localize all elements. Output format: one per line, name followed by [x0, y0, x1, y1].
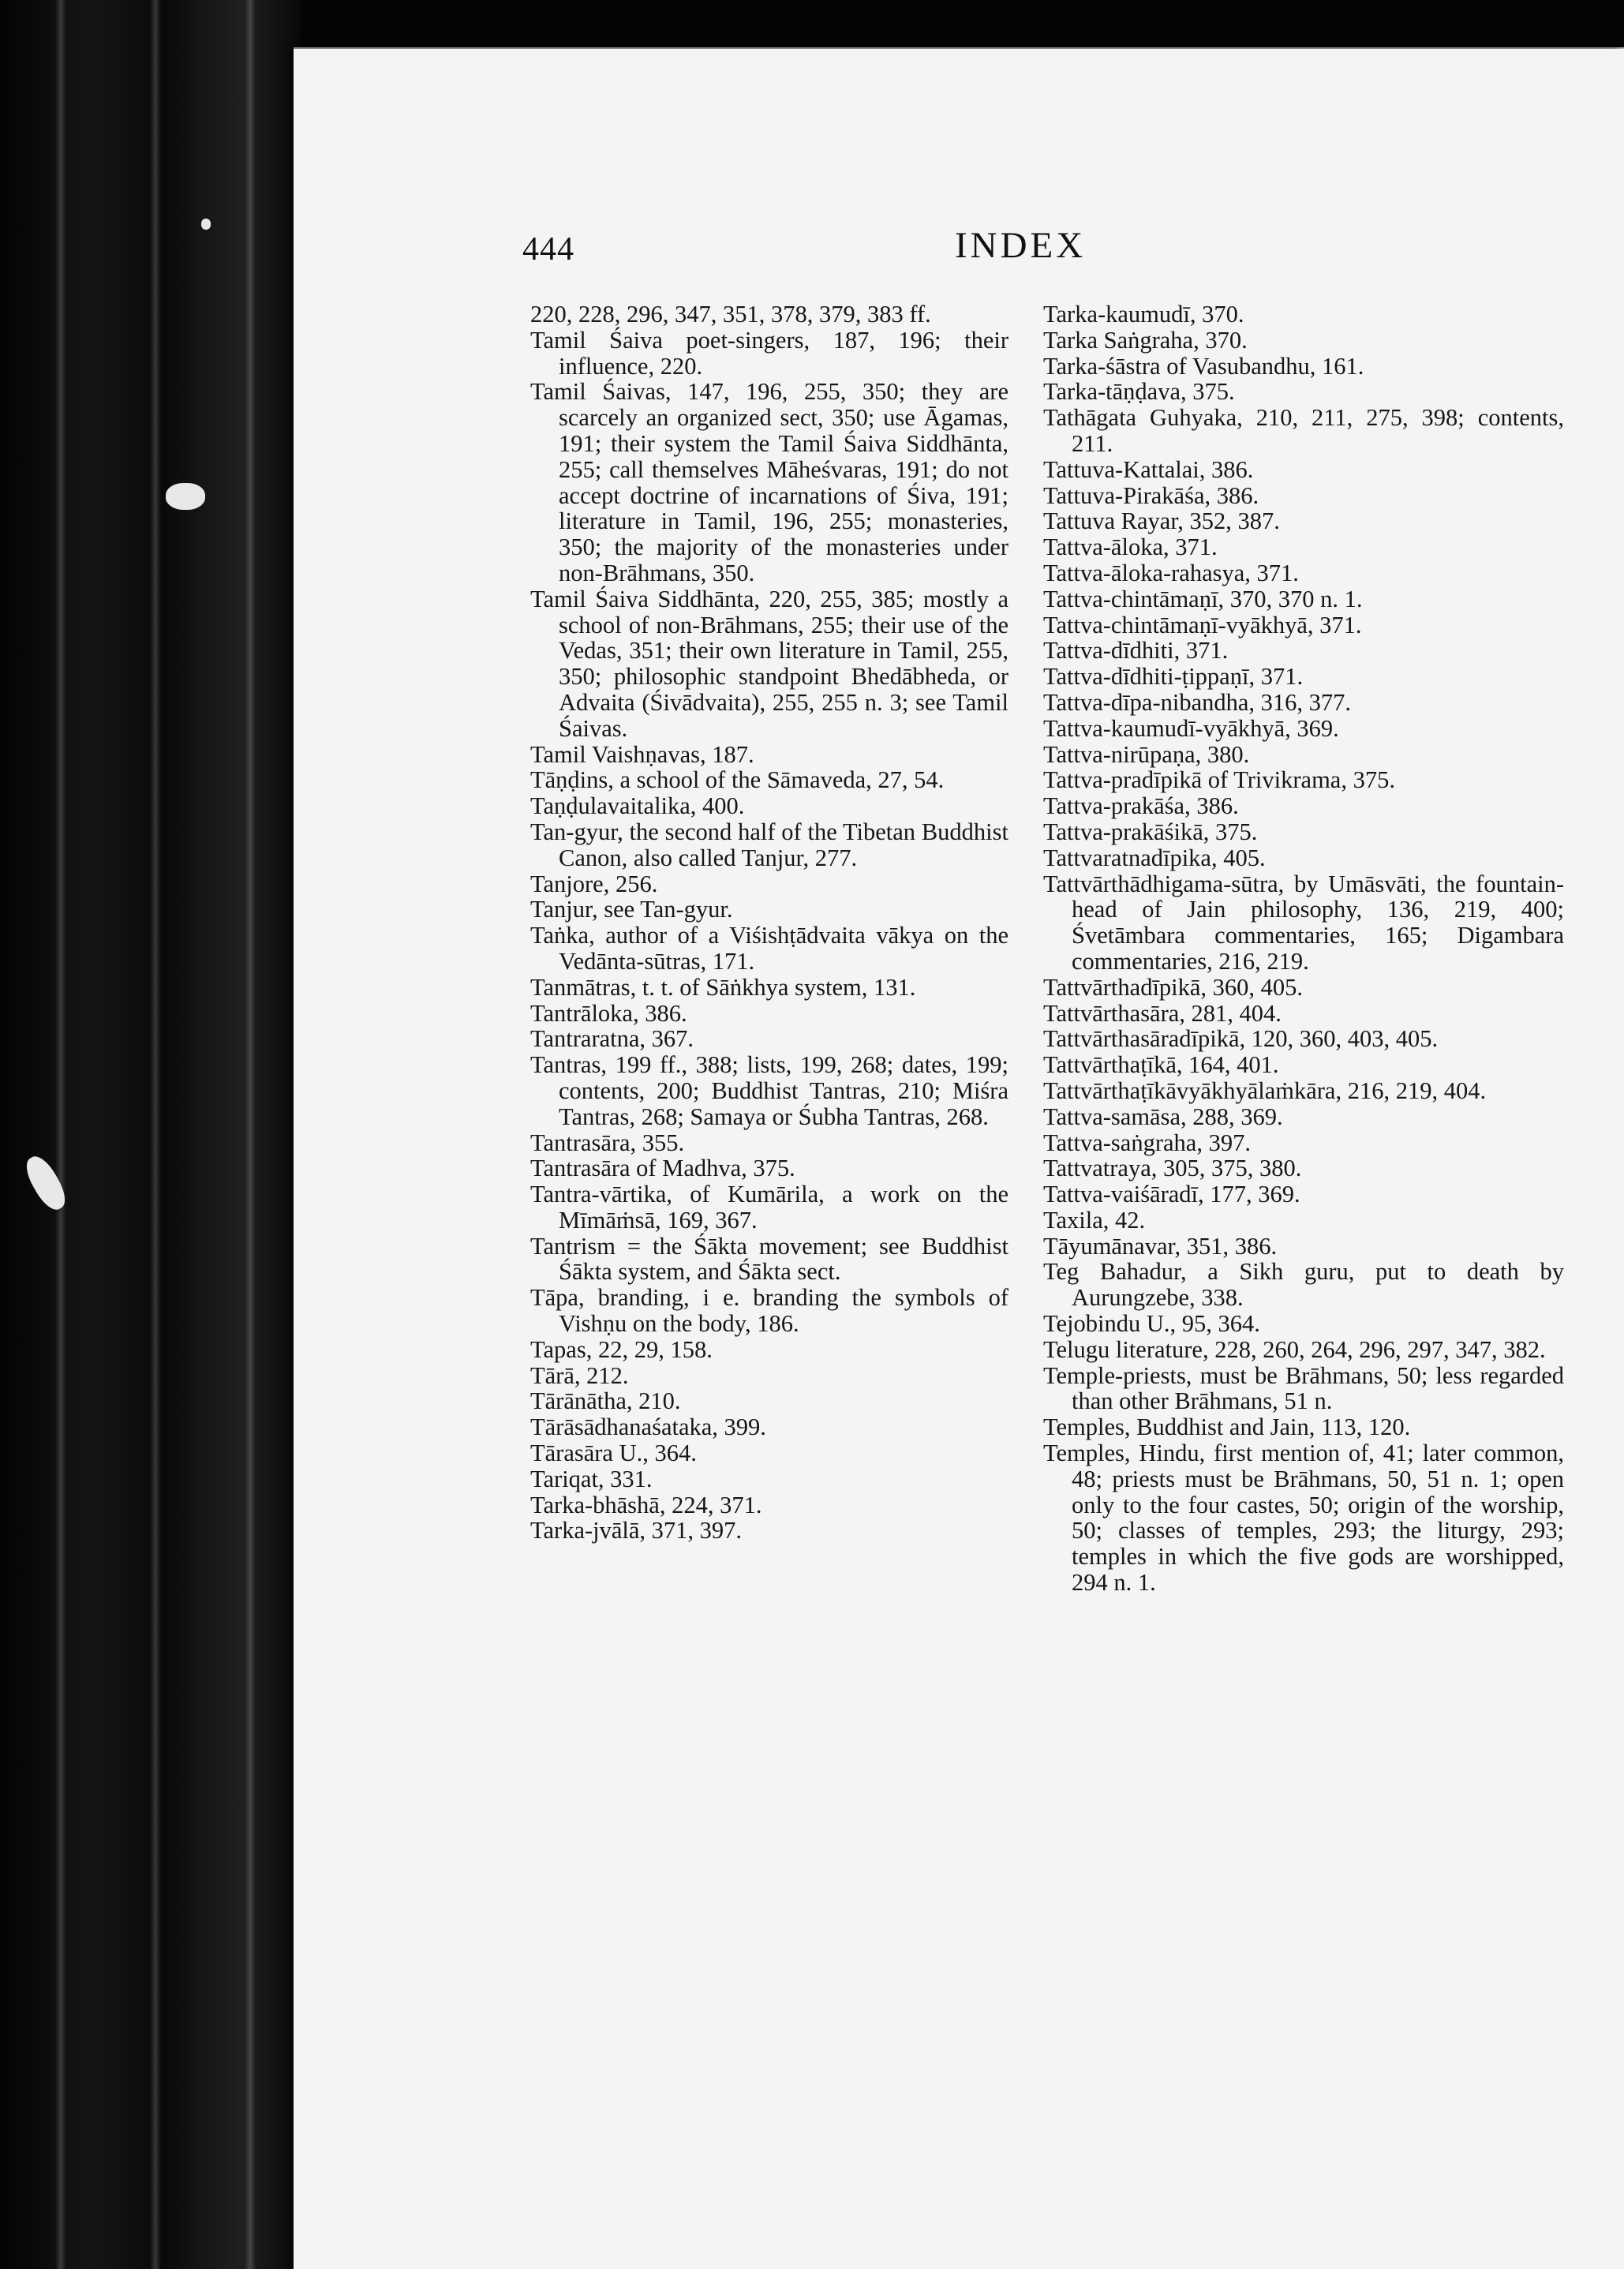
index-entry: Tattva-chintāmaṇī, 370, 370 n. 1.: [1043, 585, 1363, 612]
spine-highlight: [55, 0, 66, 2269]
index-entry: Tattva-prakāśikā, 375.: [1043, 818, 1258, 845]
index-entry: Tattva-vaiśāradī, 177, 369.: [1043, 1181, 1300, 1208]
index-entry: Tattvaratnadīpika, 405.: [1043, 844, 1266, 871]
index-entry: Tattva-kaumudī-vyākhyā, 369.: [1043, 714, 1339, 742]
index-entry: Tarka-tāṇḍava, 375.: [1043, 378, 1235, 406]
index-entry: Tarka-jvālā, 371, 397.: [530, 1517, 743, 1544]
index-entry: Temples, Buddhist and Jain, 113, 120.: [1043, 1413, 1411, 1441]
index-entry: Tāyumānavar, 351, 386.: [1043, 1232, 1278, 1260]
index-entry: Tattva-saṅgraha, 397.: [1043, 1129, 1251, 1156]
index-column-right: [1043, 301, 1564, 1596]
index-entry: Tattva-chintāmaṇī-vyākhyā, 371.: [1043, 611, 1362, 638]
index-entry: Tattuva Rayar, 352, 387.: [1043, 507, 1280, 535]
index-entry: Tarka-kaumudī, 370.: [1043, 301, 1244, 328]
page-number: 444: [522, 231, 574, 268]
index-entry: Telugu literature, 228, 260, 264, 296, 297, 347, 382.: [1043, 1335, 1546, 1363]
book-page: [294, 49, 1624, 2269]
index-entry: Tarka Saṅgraha, 370.: [1043, 326, 1248, 354]
index-entry: Taxila, 42.: [1043, 1206, 1146, 1234]
index-entry: Tattva-nirūpaṇa, 380.: [1043, 740, 1250, 768]
index-entry: Tantra-vārtika, of Kumārila, a work on the Mīmāṁsā, 169, 367.: [530, 1181, 1008, 1234]
index-entry: Tattvatraya, 305, 375, 380.: [1043, 1155, 1302, 1182]
index-entry: Tattvārthasāradīpikā, 120, 360, 403, 405.: [1043, 1025, 1439, 1053]
spine-highlight: [150, 0, 161, 2269]
index-entry: Tattva-samāsa, 288, 369.: [1043, 1103, 1283, 1130]
index-entry: Tattuva-Kattalai, 386.: [1043, 455, 1254, 483]
spine-highlight: [245, 0, 256, 2269]
index-entry: Tattuva-Pirakāśa, 386.: [1043, 481, 1259, 509]
index-entry: Tamil Śaivas, 147, 196, 255, 350; they are scarcely an organized sect, 350; use Āgamas, 191; their system the Tamil Śaiva Siddhānta, 255; call themselves Māheśvaras, 191; do not accept doctrine of incarnations of Śiva, 191; literature in Tamil, 196, 255; monasteries, 350; the majority of the monasteries under non-Brāhmans, 350.: [530, 378, 1008, 586]
index-entry: Tattvārthasāra, 281, 404.: [1043, 999, 1282, 1027]
book-spine: [0, 0, 300, 2269]
index-entry: Taṇḍulavaitalika, 400.: [530, 792, 745, 820]
index-entry: Tantrāloka, 386.: [530, 999, 687, 1027]
index-entry: Tanmātras, t. t. of Sāṅkhya system, 131.: [530, 973, 916, 1001]
index-entry: Tattva-dīdhiti, 371.: [1043, 637, 1229, 665]
index-entry: Tārānātha, 210.: [530, 1387, 681, 1415]
index-entry: Tanjore, 256.: [530, 870, 658, 897]
index-entry: Tamil Śaiva Siddhānta, 220, 255, 385; mostly a school of non-Brāhmans, 255; their use of the Vedas, 351; their own literature in Tamil, 255, 350; philosophic standpoint Bhedābheda, or Advaita (Śivādvaita), 255, 255 n. 3; see Tamil Śaivas.: [530, 585, 1008, 742]
index-entry: Tattva-dīpa-nibandha, 316, 377.: [1043, 688, 1352, 716]
index-entry: Taṅka, author of a Viśishṭādvaita vākya on the Vedānta-sūtras, 171.: [530, 922, 1008, 975]
index-entry: 220, 228, 296, 347, 351, 378, 379, 383 ff.: [530, 301, 931, 328]
index-entry: Tamil Śaiva poet-singers, 187, 196; their influence, 220.: [530, 326, 1008, 380]
index-entry: Tamil Vaishṇavas, 187.: [530, 740, 754, 768]
index-entry: Tattvārthādhigama-sūtra, by Umāsvāti, the fountain-head of Jain philosophy, 136, 219, 400; Śvetāmbara commentaries, 165; Digambara commentaries, 216, 219.: [1043, 870, 1564, 975]
index-entry: Temples, Hindu, first mention of, 41; later common, 48; priests must be Brāhmans, 50, 51 n. 1; open only to the four castes, 50; origin of the worship, 50; classes of temples, 293; the liturgy, 293; temples in which the five gods are worshipped, 294 n. 1.: [1043, 1440, 1564, 1597]
index-entry: Tantrasāra, 355.: [530, 1129, 685, 1156]
index-entry: Tattva-pradīpikā of Trivikrama, 375.: [1043, 766, 1395, 794]
index-entry: Tārāsādhanaśataka, 399.: [530, 1413, 766, 1441]
index-entry: Tāpa, branding, i e. branding the symbols of Vishṇu on the body, 186.: [530, 1284, 1008, 1338]
index-entry: Tattva-dīdhiti-ṭippaṇī, 371.: [1043, 663, 1304, 691]
index-entry: Tariqat, 331.: [530, 1465, 653, 1492]
index-entry: Tarka-śāstra of Vasubandhu, 161.: [1043, 352, 1364, 380]
index-entry: Tattvārthaṭīkāvyākhyālaṁkāra, 216, 219, 404.: [1043, 1076, 1487, 1104]
index-entry: Tāṇḍins, a school of the Sāmaveda, 27, 54.: [530, 766, 945, 794]
index-entry: Tathāgata Guhyaka, 210, 211, 275, 398; contents, 211.: [1043, 404, 1564, 457]
index-entry: Teg Bahadur, a Sikh guru, put to death by Aurungzebe, 338.: [1043, 1258, 1564, 1312]
page-title: INDEX: [955, 225, 1087, 266]
index-entry: Tārā, 212.: [530, 1361, 629, 1389]
index-entry: Tarka-bhāshā, 224, 371.: [530, 1491, 762, 1518]
index-entry: Tattvārthaṭīkā, 164, 401.: [1043, 1051, 1279, 1079]
dust-speck: [201, 219, 211, 230]
index-entry: Tantrism = the Śākta movement; see Buddhist Śākta system, and Śākta sect.: [530, 1232, 1008, 1286]
index-entry: Tattva-āloka, 371.: [1043, 534, 1218, 561]
index-entry: Tārasāra U., 364.: [530, 1440, 697, 1467]
index-column-left: [530, 301, 1008, 1544]
index-entry: Tantrasāra of Madhva, 375.: [530, 1155, 795, 1182]
index-entry: Temple-priests, must be Brāhmans, 50; less regarded than other Brāhmans, 51 n.: [1043, 1361, 1564, 1415]
index-entry: Tattva-prakāśa, 386.: [1043, 792, 1239, 820]
index-entry: Tantraratna, 367.: [530, 1025, 694, 1053]
index-entry: Tanjur, see Tan-gyur.: [530, 896, 733, 923]
index-entry: Tattva-āloka-rahasya, 371.: [1043, 559, 1299, 586]
index-entry: Tapas, 22, 29, 158.: [530, 1335, 713, 1363]
index-entry: Tejobindu U., 95, 364.: [1043, 1310, 1260, 1338]
index-entry: Tantras, 199 ff., 388; lists, 199, 268; dates, 199; contents, 200; Buddhist Tantras, 210; Miśra Tantras, 268; Samaya or Śubha Tantras, 268.: [530, 1051, 1008, 1130]
index-entry: Tan-gyur, the second half of the Tibetan Buddhist Canon, also called Tanjur, 277.: [530, 818, 1008, 871]
dust-speck: [166, 483, 205, 510]
index-entry: Tattvārthadīpikā, 360, 405.: [1043, 973, 1304, 1001]
